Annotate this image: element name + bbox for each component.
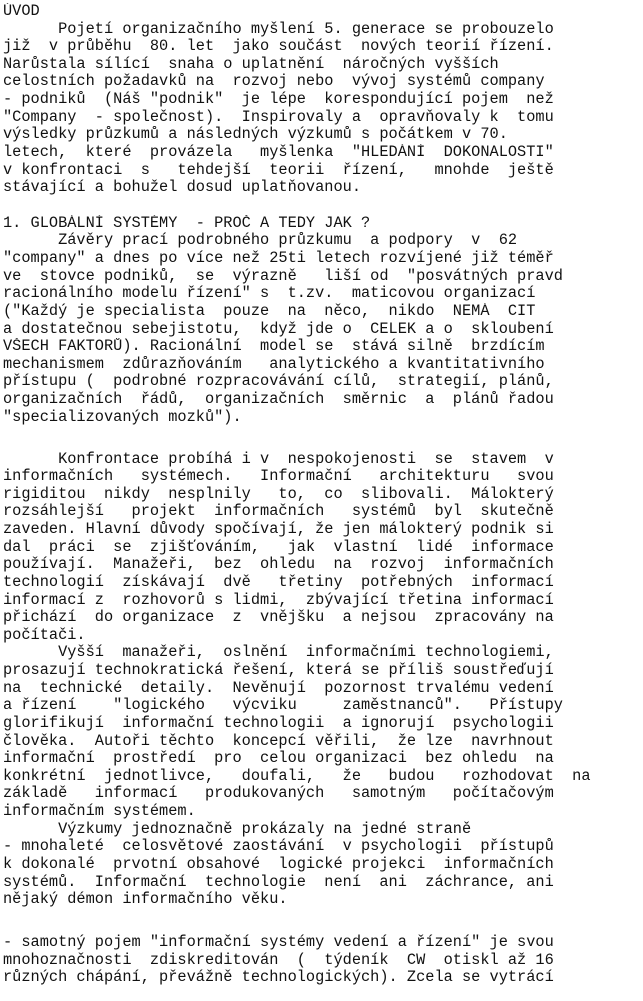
text-line: Pojetí organizačního myšlení 5. generace se probouzelo	[3, 21, 554, 38]
text-line: informační prostředí pro celou organizaci bez ohledu na	[3, 750, 554, 767]
text-line: technologií získávají dvě třetiny potřebných informací	[3, 574, 554, 591]
text-line: počítači.	[3, 627, 86, 644]
text-line: glorifikují informační technologii a ignorují psychologii	[3, 715, 554, 732]
text-line: k dokonalé prvotní obsahové logické projekci informačních	[3, 856, 554, 873]
text-line: "specializovaných mozků").	[3, 409, 242, 426]
text-line: mnohoznačnosti zdiskreditován ( týdeník CW otiskl až 16	[3, 952, 554, 969]
text-line: "Company - společnost). Inspirovaly a opravňovaly k tomu	[3, 109, 554, 126]
heading-uvod: ÚVOD	[3, 3, 40, 20]
text-line: VŠECH FAKTORŮ). Racionální model se stává silně brzdícím	[3, 338, 545, 355]
text-line: na technické detaily. Nevěnují pozornost trvalému vedení	[3, 680, 554, 697]
text-line: přístupu ( podrobné rozpracovávání cílů, strategií, plánů,	[3, 373, 554, 390]
text-line: Závěry prací podrobného průzkumu a podpory v 62	[3, 232, 518, 249]
text-line: racionálního modelu řízení" s t.zv. maticovou organizací	[3, 285, 536, 302]
text-line: výsledky průzkumů a následných výzkumů s počátkem v 70.	[3, 126, 508, 143]
text-line: přichází do organizace z vnějšku a nejsou zpracovány na	[3, 609, 554, 626]
text-line: ("Každý je specialista pouze na něco, nikdo NEMÁ CIT	[3, 303, 536, 320]
text-line: Vyšší manažeři, oslnění informačními technologiemi,	[3, 644, 554, 661]
text-line: mechanismem zdůrazňováním analytického a kvantitativního	[3, 356, 545, 373]
text-line: v konfrontaci s tehdejší teorii řízení, mnohde ještě	[3, 162, 554, 179]
text-line: stávající a bohužel dosud uplatňovanou.	[3, 179, 362, 196]
text-line: "company" a dnes po více než 25ti letech rozvíjené již téměř	[3, 250, 554, 267]
text-line: letech, které provázela myšlenka "HLEDÁNÍ DOKONALOSTI"	[3, 144, 554, 161]
text-line: rozsáhlejší projekt informačních systémů byl skutečně	[3, 503, 554, 520]
text-line: informací z rozhovorů s lidmi, zbývající třetina informací	[3, 592, 554, 609]
text-line: organizačních řádů, organizačních směrnic a plánů řadou	[3, 391, 554, 408]
text-line: nějaký démon informačního věku.	[3, 891, 288, 908]
text-line: Konfrontace probíhá i v nespokojenosti se stavem v	[3, 451, 554, 468]
text-line: - podniků (Náš "podnik" je lépe korespondující pojem než	[3, 91, 554, 108]
text-line: informačním systémem.	[3, 803, 196, 820]
text-line: již v průběhu 80. let jako součást nových teorií řízení.	[3, 38, 554, 55]
text-line: základě informací produkovaných samotným počítačovým	[3, 785, 554, 802]
text-line: a řízení "logického výcviku zaměstnanců". Přístupy	[3, 697, 563, 714]
text-line: Výzkumy jednoznačně prokázaly na jedné straně	[3, 821, 472, 838]
text-line: ve stovce podniků, se výrazně liší od "posvátných pravd	[3, 268, 563, 285]
text-line: prosazují technokratická řešení, která se příliš soustřeďují	[3, 662, 554, 679]
text-line: dal práci se zjišťováním, jak vlastní lidé informace	[3, 539, 554, 556]
text-line: zaveden. Hlavní důvody spočívají, že jen málokterý podnik si	[3, 521, 554, 538]
text-line: informačních systémech. Informační architekturu svou	[3, 468, 554, 485]
text-line: rigiditou nikdy nesplnily to, co slibovali. Málokterý	[3, 486, 554, 503]
text-line: různých chápání, převážně technologických). Zcela se vytrácí	[3, 969, 554, 986]
text-line: - samotný pojem "informační systémy vedení a řízení" je svou	[3, 934, 554, 951]
text-line: Narůstala sílící snaha o uplatnění náročných vyšších	[3, 56, 499, 73]
section-heading-globalni-systemy: 1. GLOBÁLNÍ SYSTÉMY - PROČ A TEDY JAK ?	[3, 215, 371, 232]
text-line: celostních požadavků na rozvoj nebo vývoj systémů company	[3, 73, 545, 90]
text-line: systémů. Informační technologie není ani záchrance, ani	[3, 874, 554, 891]
text-line: a dostatečnou sebejistotu, když jde o CELEK a o skloubení	[3, 321, 554, 338]
text-line: konkrétní jednotlivce, doufali, že budou rozhodovat na	[3, 768, 591, 785]
text-line: člověka. Autoři těchto koncepcí věřili, že lze navrhnout	[3, 733, 554, 750]
text-line: - mnohaleté celosvětové zaostávání v psychologii přístupů	[3, 838, 554, 855]
text-line: používají. Manažeři, bez ohledu na rozvoj informačních	[3, 556, 554, 573]
